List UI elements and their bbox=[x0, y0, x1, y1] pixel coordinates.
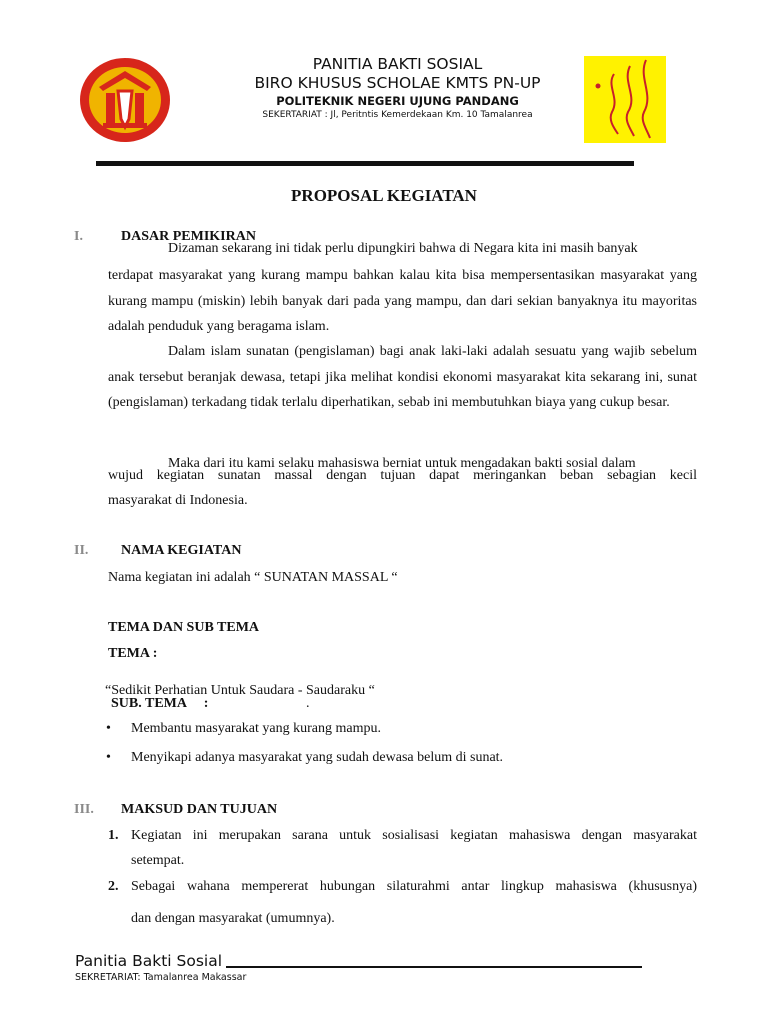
purpose-item-1-number: 1. bbox=[108, 828, 119, 843]
section-1-title: DASAR PEMIKIRAN bbox=[121, 229, 256, 244]
footer-divider bbox=[226, 966, 642, 968]
bullet-icon: • bbox=[106, 721, 111, 736]
theme-heading: TEMA DAN SUB TEMA bbox=[108, 620, 260, 635]
subtheme-dot: . bbox=[306, 696, 310, 711]
document-title: PROPOSAL KEGIATAN bbox=[291, 186, 477, 205]
subtheme-item-2: Menyikapi adanya masyarakat yang sudah dewasa belum di sunat. bbox=[131, 750, 504, 765]
header-org-line-1: PANITIA BAKTI SOSIAL bbox=[312, 55, 483, 73]
theme-text: “Sedikit Perhatian Untuk Saudara - Saudaraku “ bbox=[105, 683, 375, 698]
organization-logo-left bbox=[79, 57, 171, 143]
subtheme-item-1: Membantu masyarakat yang kurang mampu. bbox=[131, 721, 381, 736]
section-1-paragraph-2: Dalam islam sunatan (pengislaman) bagi anak laki-laki adalah sesuatu yang wajib sebelum anak tersebut beranjak dewasa, tetapi jika melihat kondisi ekonomi masyarakat kita sekarang ini, sunat (pengislaman) terkadang tidak terlalu diperhatikan, sebab ini membutuhkan biaya yang cukup besar. bbox=[108, 344, 697, 410]
section-2-number: II. bbox=[74, 543, 89, 558]
header-org-line-3: POLITEKNIK NEGERI UJUNG PANDANG bbox=[276, 94, 519, 108]
organization-logo-right bbox=[584, 56, 666, 143]
purpose-item-2-line-1: Sebagai wahana mempererat hubungan silaturahmi antar lingkup mahasiswa (khususnya) bbox=[131, 879, 697, 894]
header-divider bbox=[96, 161, 634, 166]
purpose-item-2-number: 2. bbox=[108, 879, 119, 894]
purpose-item-2-line-2: dan dengan masyarakat (umumnya). bbox=[131, 911, 335, 926]
section-1-paragraph-1: terdapat masyarakat yang kurang mampu bahkan kalau kita bisa mempersentasikan masyarakat yang kurang mampu (miskin) lebih banyak dari pada yang mampu, dan dari sekian banyaknya itu mayoritas adalah penduduk yang beragama islam. bbox=[108, 268, 697, 334]
section-1-paragraph-1-first-line: Dizaman sekarang ini tidak perlu dipungkiri bahwa di Negara kita ini masih banyak bbox=[168, 241, 638, 256]
section-1-number: I. bbox=[74, 229, 83, 244]
purpose-item-1-line-1: Kegiatan ini merupakan sarana untuk sosialisasi kegiatan mahasiswa dengan masyarakat bbox=[131, 828, 697, 843]
footer-title: Panitia Bakti Sosial bbox=[75, 952, 223, 970]
section-1-paragraph-3-first-line: Maka dari itu kami selaku mahasiswa berniat untuk mengadakan bakti sosial dalam bbox=[168, 456, 636, 471]
header-org-line-2: BIRO KHUSUS SCHOLAE KMTS PN-UP bbox=[254, 74, 541, 92]
bullet-icon: • bbox=[106, 750, 111, 765]
section-1-paragraph-3-second-line: wujud kegiatan sunatan massal dengan tujuan dapat meringankan beban sebagian kecil bbox=[108, 468, 697, 483]
subtheme-label: SUB. TEMA : bbox=[111, 696, 209, 711]
section-3-title: MAKSUD DAN TUJUAN bbox=[121, 802, 278, 817]
section-3-number: III. bbox=[74, 802, 94, 817]
footer-address: SEKRETARIAT: Tamalanrea Makassar bbox=[75, 972, 247, 983]
section-2-title: NAMA KEGIATAN bbox=[121, 543, 242, 558]
activity-name-text: Nama kegiatan ini adalah “ SUNATAN MASSAL “ bbox=[108, 570, 398, 585]
header-address: SEKERTARIAT : Jl, Peritntis Kemerdekaan Km. 10 Tamalanrea bbox=[262, 110, 533, 120]
section-1-paragraph-3-third-line: masyarakat di Indonesia. bbox=[108, 493, 248, 508]
theme-label: TEMA : bbox=[108, 646, 158, 661]
purpose-item-1-line-2: setempat. bbox=[131, 853, 185, 868]
